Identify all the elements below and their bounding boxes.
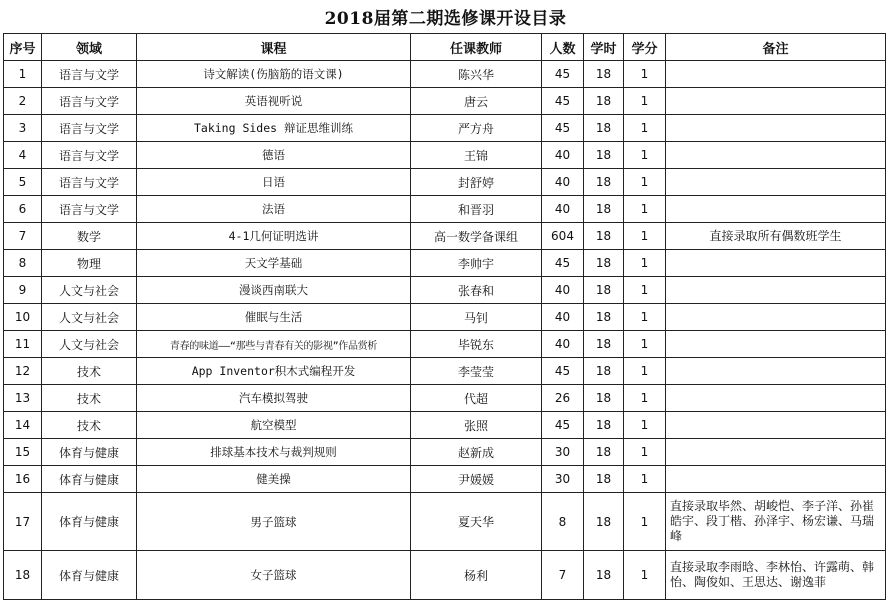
table-row xyxy=(4,385,886,412)
cell-course: 诗文解读(伤脑筋的语文课) xyxy=(137,61,411,88)
cell-note xyxy=(666,466,886,493)
cell-note xyxy=(666,439,886,466)
cell-no: 10 xyxy=(4,304,42,331)
cell-teacher: 代超 xyxy=(411,385,542,412)
cell-note xyxy=(666,412,886,439)
cell-note xyxy=(666,61,886,88)
cell-count: 30 xyxy=(542,439,584,466)
cell-hours: 18 xyxy=(584,551,624,600)
header-credit: 学分 xyxy=(624,34,666,61)
cell-hours: 18 xyxy=(584,61,624,88)
cell-teacher: 王锦 xyxy=(411,142,542,169)
cell-count: 40 xyxy=(542,169,584,196)
cell-hours: 18 xyxy=(584,250,624,277)
cell-field: 体育与健康 xyxy=(42,493,137,551)
cell-note: 直接录取毕然、胡峻恺、李子洋、孙崔皓宇、段丁楷、孙泽宇、杨宏谦、马瑞峰 xyxy=(666,493,886,551)
cell-hours: 18 xyxy=(584,169,624,196)
cell-credit: 1 xyxy=(624,493,666,551)
cell-course: 天文学基础 xyxy=(137,250,411,277)
cell-teacher: 高一数学备课组 xyxy=(411,223,542,250)
table-row xyxy=(4,223,886,250)
cell-no: 5 xyxy=(4,169,42,196)
cell-hours: 18 xyxy=(584,493,624,551)
table-row xyxy=(4,196,886,223)
cell-no: 16 xyxy=(4,466,42,493)
cell-credit: 1 xyxy=(624,223,666,250)
cell-note: 直接录取所有偶数班学生 xyxy=(666,223,886,250)
cell-count: 45 xyxy=(542,358,584,385)
cell-count: 45 xyxy=(542,115,584,142)
cell-course: 健美操 xyxy=(137,466,411,493)
cell-credit: 1 xyxy=(624,61,666,88)
table-row xyxy=(4,61,886,88)
cell-teacher: 陈兴华 xyxy=(411,61,542,88)
cell-credit: 1 xyxy=(624,439,666,466)
cell-count: 45 xyxy=(542,412,584,439)
cell-credit: 1 xyxy=(624,250,666,277)
cell-credit: 1 xyxy=(624,142,666,169)
cell-hours: 18 xyxy=(584,412,624,439)
cell-no: 8 xyxy=(4,250,42,277)
table-row xyxy=(4,466,886,493)
cell-course: 汽车模拟驾驶 xyxy=(137,385,411,412)
cell-teacher: 杨利 xyxy=(411,551,542,600)
cell-course: 青春的味道——“那些与青春有关的影视”作品赏析 xyxy=(137,331,411,358)
cell-note xyxy=(666,88,886,115)
cell-count: 40 xyxy=(542,196,584,223)
header-hours: 学时 xyxy=(584,34,624,61)
cell-teacher: 严方舟 xyxy=(411,115,542,142)
cell-field: 技术 xyxy=(42,358,137,385)
cell-field: 语言与文学 xyxy=(42,196,137,223)
header-row xyxy=(4,34,886,61)
cell-count: 40 xyxy=(542,277,584,304)
cell-count: 45 xyxy=(542,88,584,115)
cell-credit: 1 xyxy=(624,115,666,142)
page-title: 2018届第二期选修课开设目录 xyxy=(324,9,567,29)
cell-field: 体育与健康 xyxy=(42,439,137,466)
cell-count: 40 xyxy=(542,304,584,331)
cell-note xyxy=(666,358,886,385)
cell-hours: 18 xyxy=(584,277,624,304)
cell-note xyxy=(666,277,886,304)
cell-no: 18 xyxy=(4,551,42,600)
table-row xyxy=(4,439,886,466)
cell-count: 45 xyxy=(542,61,584,88)
cell-credit: 1 xyxy=(624,169,666,196)
cell-field: 技术 xyxy=(42,385,137,412)
table-row xyxy=(4,331,886,358)
cell-note xyxy=(666,169,886,196)
cell-course: 催眠与生活 xyxy=(137,304,411,331)
cell-credit: 1 xyxy=(624,304,666,331)
cell-course: 法语 xyxy=(137,196,411,223)
header-count: 人数 xyxy=(542,34,584,61)
cell-note xyxy=(666,331,886,358)
cell-credit: 1 xyxy=(624,196,666,223)
cell-credit: 1 xyxy=(624,277,666,304)
cell-count: 45 xyxy=(542,250,584,277)
cell-hours: 18 xyxy=(584,115,624,142)
cell-hours: 18 xyxy=(584,223,624,250)
cell-no: 6 xyxy=(4,196,42,223)
cell-course: 德语 xyxy=(137,142,411,169)
cell-field: 人文与社会 xyxy=(42,331,137,358)
cell-field: 数学 xyxy=(42,223,137,250)
cell-teacher: 李帅宇 xyxy=(411,250,542,277)
header-field: 领域 xyxy=(42,34,137,61)
cell-field: 语言与文学 xyxy=(42,142,137,169)
table-row xyxy=(4,358,886,385)
cell-note xyxy=(666,250,886,277)
cell-count: 26 xyxy=(542,385,584,412)
cell-course: App Inventor积木式编程开发 xyxy=(137,358,411,385)
cell-teacher: 赵新成 xyxy=(411,439,542,466)
cell-hours: 18 xyxy=(584,196,624,223)
cell-no: 15 xyxy=(4,439,42,466)
cell-count: 40 xyxy=(542,142,584,169)
cell-note xyxy=(666,142,886,169)
cell-credit: 1 xyxy=(624,412,666,439)
cell-credit: 1 xyxy=(624,331,666,358)
cell-field: 人文与社会 xyxy=(42,277,137,304)
table-row xyxy=(4,551,886,600)
cell-field: 语言与文学 xyxy=(42,88,137,115)
cell-hours: 18 xyxy=(584,385,624,412)
cell-hours: 18 xyxy=(584,439,624,466)
table-row xyxy=(4,277,886,304)
cell-hours: 18 xyxy=(584,358,624,385)
cell-note xyxy=(666,115,886,142)
table-row xyxy=(4,142,886,169)
course-table xyxy=(3,33,886,600)
cell-teacher: 唐云 xyxy=(411,88,542,115)
cell-count: 604 xyxy=(542,223,584,250)
cell-teacher: 夏天华 xyxy=(411,493,542,551)
cell-field: 技术 xyxy=(42,412,137,439)
cell-no: 14 xyxy=(4,412,42,439)
cell-hours: 18 xyxy=(584,88,624,115)
cell-field: 物理 xyxy=(42,250,137,277)
cell-field: 体育与健康 xyxy=(42,551,137,600)
cell-no: 11 xyxy=(4,331,42,358)
cell-teacher: 毕锐东 xyxy=(411,331,542,358)
cell-no: 9 xyxy=(4,277,42,304)
cell-hours: 18 xyxy=(584,304,624,331)
cell-course: 英语视听说 xyxy=(137,88,411,115)
table-row xyxy=(4,169,886,196)
cell-no: 1 xyxy=(4,61,42,88)
cell-field: 语言与文学 xyxy=(42,115,137,142)
cell-note: 直接录取李雨晗、李林怡、许露萌、韩怡、陶俊如、王思达、谢逸菲 xyxy=(666,551,886,600)
cell-credit: 1 xyxy=(624,551,666,600)
cell-credit: 1 xyxy=(624,466,666,493)
cell-course: 男子篮球 xyxy=(137,493,411,551)
cell-no: 7 xyxy=(4,223,42,250)
cell-credit: 1 xyxy=(624,358,666,385)
cell-note xyxy=(666,385,886,412)
cell-course: Taking Sides 辩证思维训练 xyxy=(137,115,411,142)
cell-note xyxy=(666,196,886,223)
cell-teacher: 马钊 xyxy=(411,304,542,331)
cell-teacher: 封舒婷 xyxy=(411,169,542,196)
cell-course: 女子篮球 xyxy=(137,551,411,600)
cell-no: 3 xyxy=(4,115,42,142)
cell-no: 12 xyxy=(4,358,42,385)
cell-teacher: 尹媛媛 xyxy=(411,466,542,493)
cell-count: 40 xyxy=(542,331,584,358)
cell-hours: 18 xyxy=(584,142,624,169)
cell-course: 日语 xyxy=(137,169,411,196)
cell-no: 13 xyxy=(4,385,42,412)
cell-teacher: 李莹莹 xyxy=(411,358,542,385)
table-row xyxy=(4,88,886,115)
cell-credit: 1 xyxy=(624,88,666,115)
cell-hours: 18 xyxy=(584,331,624,358)
cell-teacher: 张春和 xyxy=(411,277,542,304)
cell-field: 语言与文学 xyxy=(42,169,137,196)
table-row xyxy=(4,250,886,277)
header-course: 课程 xyxy=(137,34,411,61)
cell-field: 人文与社会 xyxy=(42,304,137,331)
cell-note xyxy=(666,304,886,331)
table-row xyxy=(4,493,886,551)
cell-count: 7 xyxy=(542,551,584,600)
table-row xyxy=(4,115,886,142)
header-teacher: 任课教师 xyxy=(411,34,542,61)
cell-teacher: 和晋羽 xyxy=(411,196,542,223)
cell-no: 17 xyxy=(4,493,42,551)
cell-no: 2 xyxy=(4,88,42,115)
cell-course: 航空模型 xyxy=(137,412,411,439)
cell-teacher: 张照 xyxy=(411,412,542,439)
cell-field: 语言与文学 xyxy=(42,61,137,88)
cell-course: 排球基本技术与裁判规则 xyxy=(137,439,411,466)
cell-course: 4-1几何证明选讲 xyxy=(137,223,411,250)
cell-course: 漫谈西南联大 xyxy=(137,277,411,304)
table-row xyxy=(4,412,886,439)
cell-no: 4 xyxy=(4,142,42,169)
header-note: 备注 xyxy=(666,34,886,61)
table-row xyxy=(4,304,886,331)
cell-field: 体育与健康 xyxy=(42,466,137,493)
cell-count: 30 xyxy=(542,466,584,493)
header-no: 序号 xyxy=(4,34,42,61)
cell-count: 8 xyxy=(542,493,584,551)
cell-credit: 1 xyxy=(624,385,666,412)
cell-hours: 18 xyxy=(584,466,624,493)
